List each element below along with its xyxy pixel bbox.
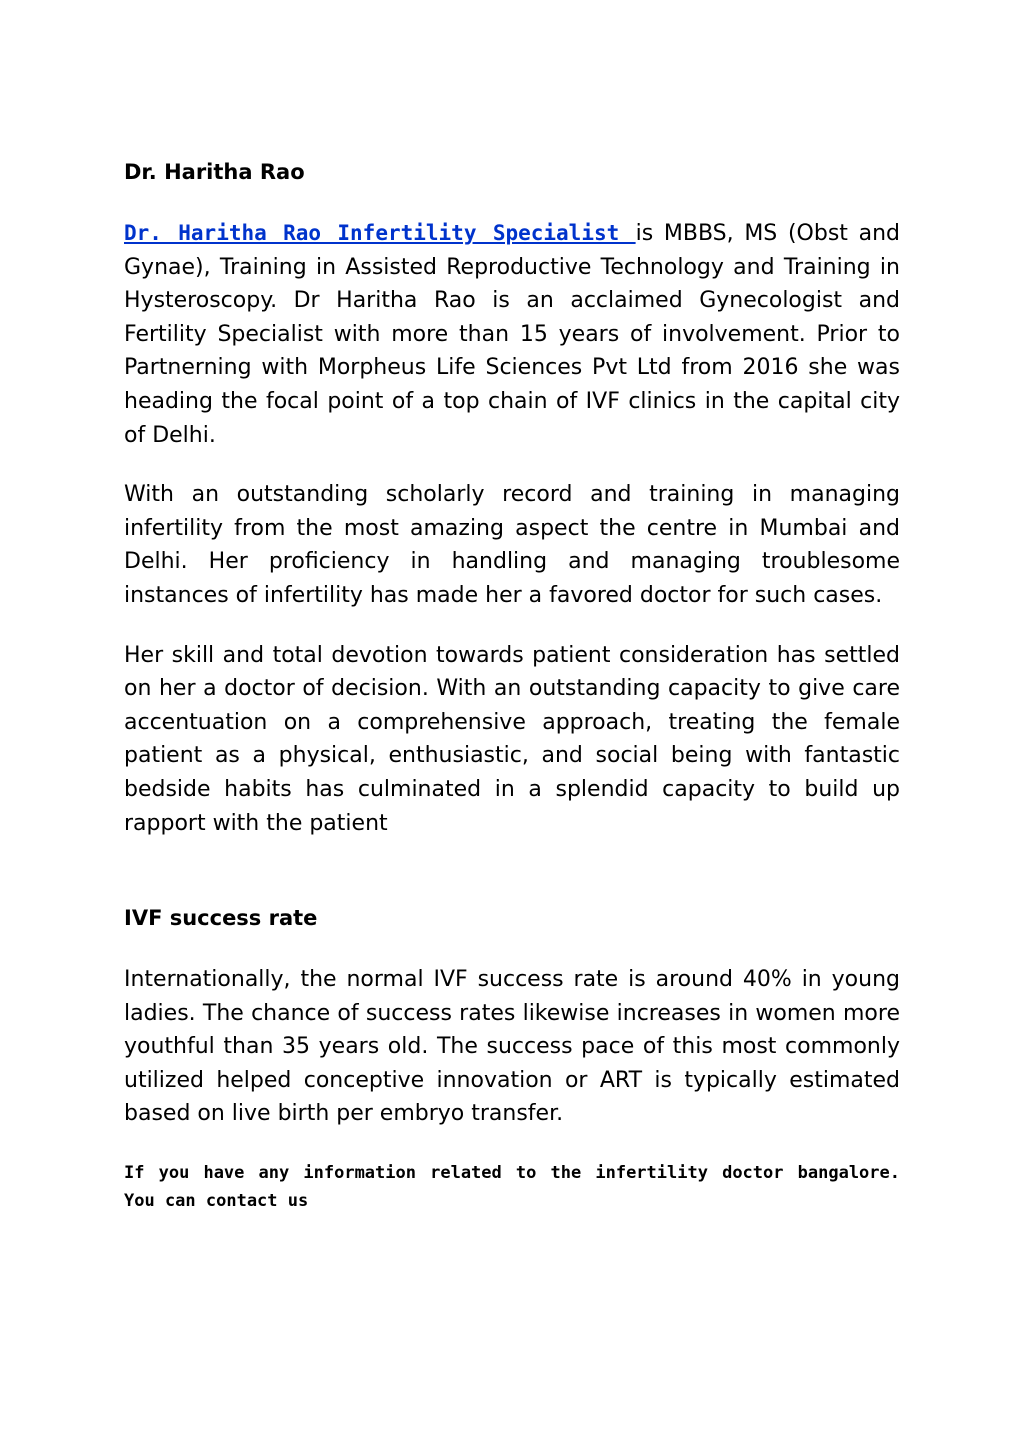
contact-note: If you have any information related to the infertility doctor bangalore. You can contact us (124, 1163, 900, 1212)
ivf-success-paragraph: Internationally, the normal IVF success rate is around 40% in young ladies. The chance of success rates likewise increases in women more youthful than 35 years old. The success pace of this most commonly utilized helped conceptive innovation or ART is typically estimated based on live birth per embryo transfer. (124, 967, 900, 1127)
specialist-link[interactable]: Dr. Haritha Rao Infertility Specialist (124, 221, 636, 245)
patient-care-paragraph: Her skill and total devotion towards patient consideration has settled on her a doctor of decision. With an outstanding capacity to give care accentuation on a comprehensive approach, treating the female patient as a physical, enthusiastic, and social being with fantastic bedside habits has culminated in a splendid capacity to build up rapport with the patient (124, 642, 900, 836)
intro-paragraph (124, 217, 900, 452)
document-title: Dr. Haritha Rao (124, 160, 305, 184)
training-paragraph: With an outstanding scholarly record and training in managing infertility from the most amazing aspect the centre in Mumbai and Delhi. Her proficiency in handling and managing troublesome instances of infertility has made her a favored doctor for such cases. (124, 482, 900, 608)
section-heading-ivf: IVF success rate (124, 906, 318, 931)
intro-text: is MBBS, MS (Obst and Gynae), Training in Assisted Reproductive Technology and Training in Hysteroscopy. Dr Haritha Rao is an acclaimed Gynecologist and Fertility Specialist with more than 15 years of involvement. Prior to Partnerning with Morpheus Life Sciences Pvt Ltd from 2016 she was heading the focal point of a top chain of IVF clinics in the capital city of Delhi. (124, 221, 900, 448)
document-page (124, 150, 900, 1215)
